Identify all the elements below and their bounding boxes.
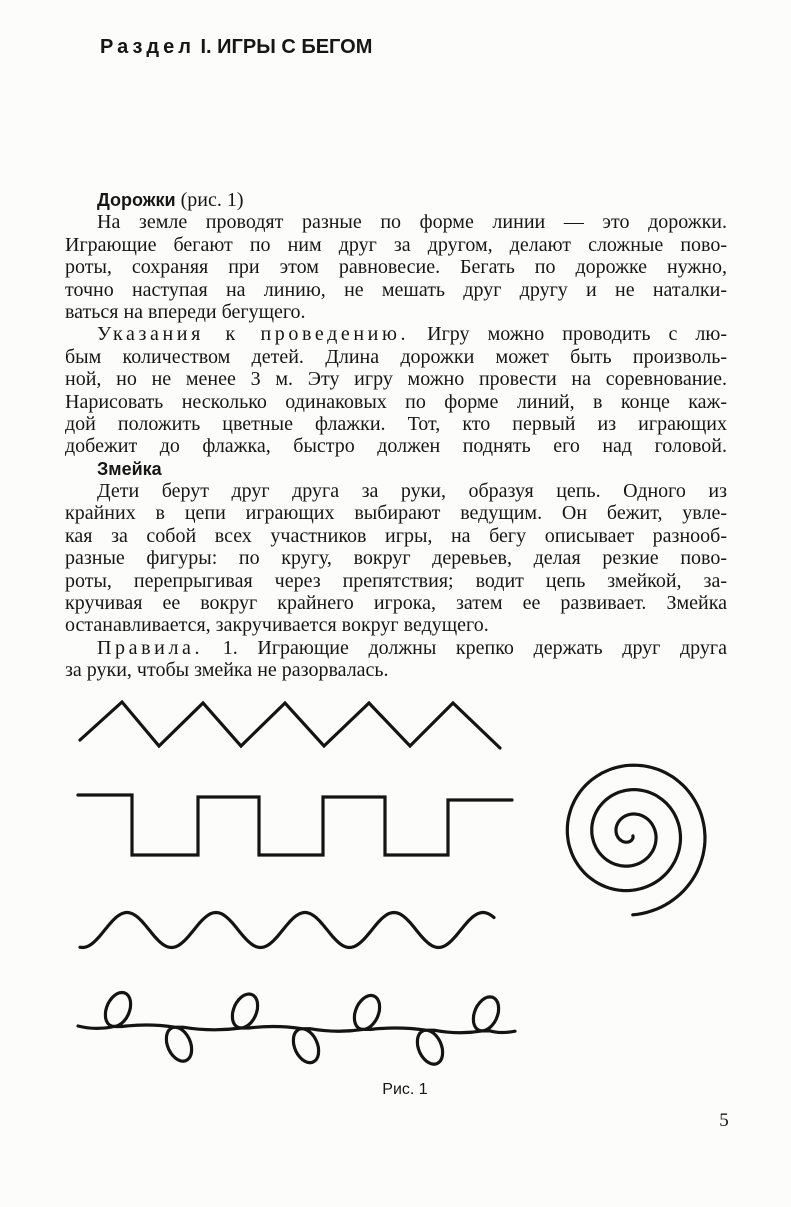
instructions-label: Указания к проведению.: [97, 323, 410, 346]
text-line: На земле проводят разные по форме линии — это дорожки.: [97, 211, 727, 234]
text-line: бым количеством детей. Длина дорожки может быть произволь-: [65, 345, 727, 368]
wave-path-drawing: [80, 913, 494, 948]
section-title: I. ИГРЫ С БЕГОМ: [200, 36, 373, 58]
text-line: точно наступая на линию, не мешать друг другу и не наталки-: [65, 278, 727, 301]
spiral-path-drawing: [567, 765, 705, 915]
game-title: Змейка: [97, 458, 162, 479]
text-line: кая за собой всех участников игры, на бегу описывает разнооб-: [65, 524, 727, 547]
text-line: крайних в цепи играющих выбирают ведущим. Он бежит, увле-: [65, 502, 727, 525]
rules-label: Правила.: [97, 636, 204, 659]
page-number: 5: [719, 1110, 729, 1131]
game-title: Дорожки: [97, 190, 176, 210]
text-line: за руки, чтобы змейка не разорвалась.: [65, 659, 389, 682]
text-line: останавливается, закручивается вокруг ведущего.: [65, 614, 489, 637]
text-line: роты, сохраняя при этом равновесие. Бегать по дорожке нужно,: [65, 256, 727, 279]
text-line: Нарисовать несколько одинаковых по форме линий, в конце каж-: [65, 390, 727, 413]
figure-caption: Рис. 1: [382, 1081, 428, 1098]
text-span: Игру можно проводить с лю-: [427, 323, 727, 346]
zigzag-path-drawing: [80, 702, 500, 748]
looped-path-drawing: [78, 993, 515, 1065]
meander-path-drawing: [78, 795, 512, 855]
text-line: ной, но не менее 3 м. Эту игру можно провести на соревнование.: [65, 368, 727, 391]
text-line: Дети берут друг друга за руки, образуя цепь. Одного из: [97, 480, 727, 503]
text-line: добежит до флажка, быстро должен поднять его над головой.: [65, 435, 727, 458]
text-line: роты, перепрыгивая через препятствия; водит цепь змейкой, за-: [65, 569, 727, 592]
text-line: кручивая ее вокруг крайнего игрока, затем ее развивает. Змейка: [65, 592, 727, 615]
text-line: Играющие бегают по ним друг за другом, делают сложные пово-: [65, 233, 727, 256]
text-line: разные фигуры: по кругу, вокруг деревьев, делая резкие пово-: [65, 547, 727, 570]
section-prefix: Раздел: [100, 36, 195, 58]
text-span: 1. Играющие должны крепко держать друг друга: [222, 636, 727, 659]
text-line: дой положить цветные флажки. Тот, кто первый из играющих: [65, 412, 727, 435]
text-line: ваться на впереди бегущего.: [65, 300, 306, 323]
figure-reference: (рис. 1): [180, 189, 244, 211]
